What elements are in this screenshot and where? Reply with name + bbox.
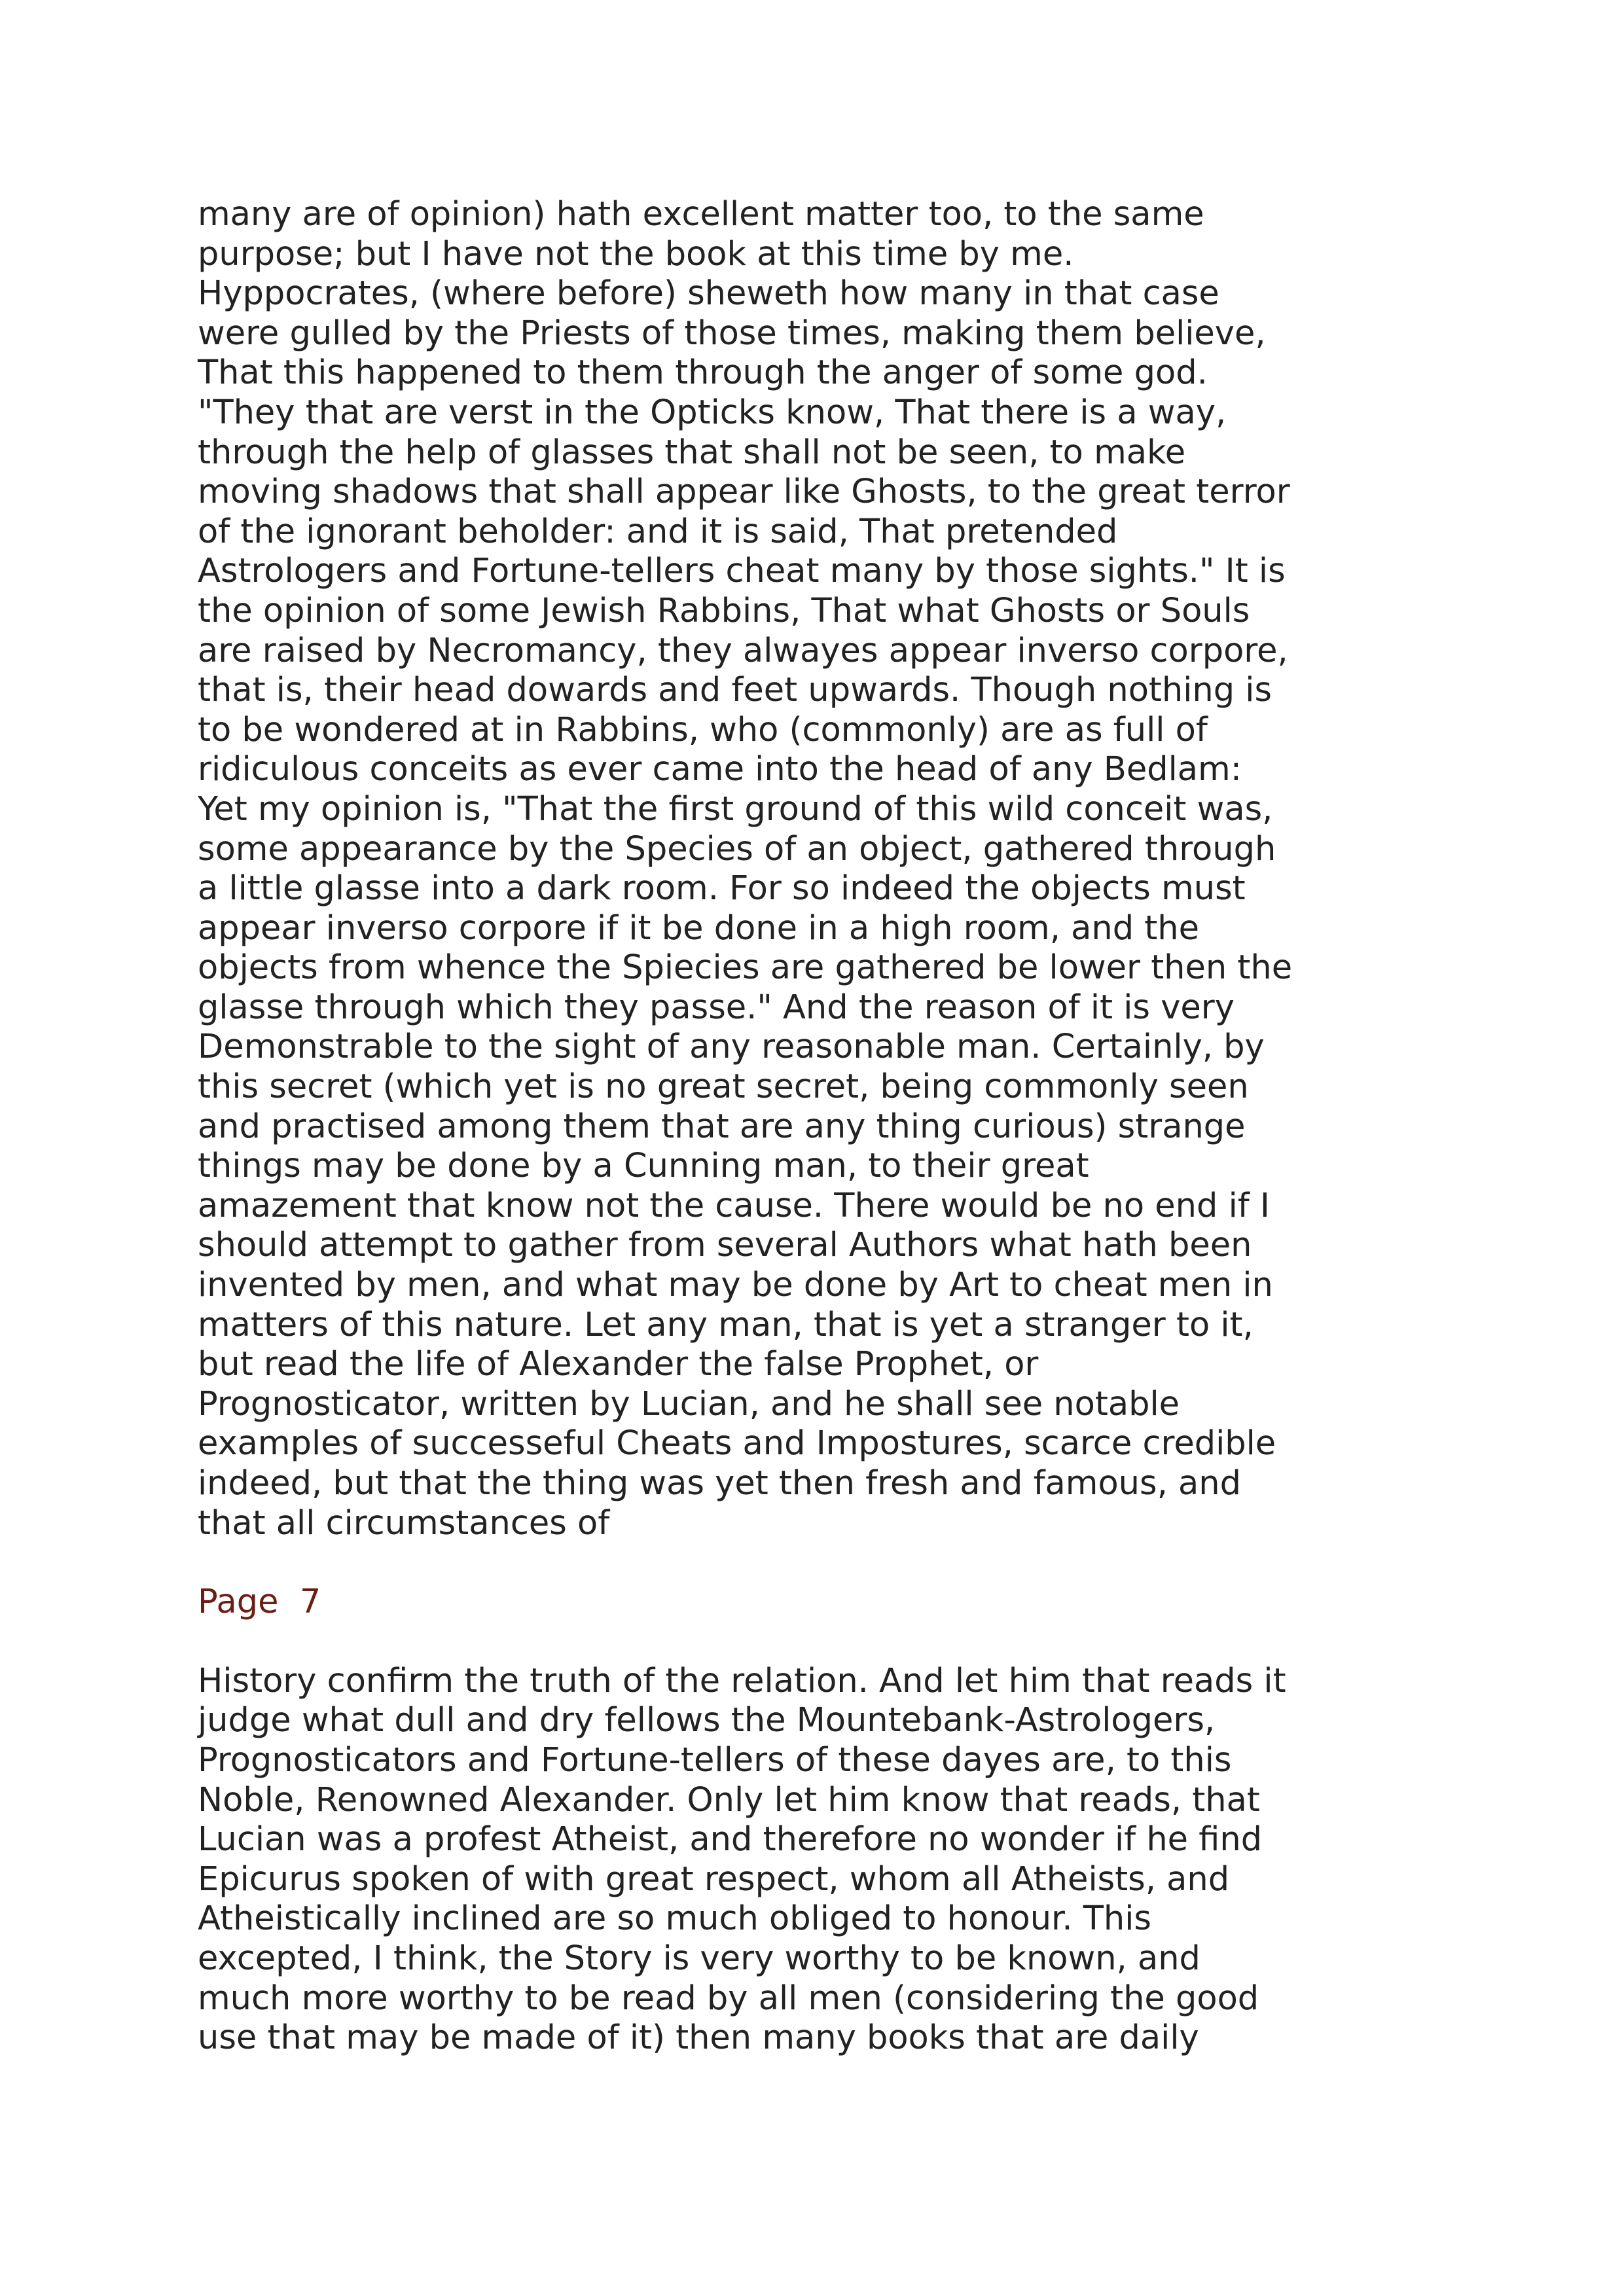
text-line: to be wondered at in Rabbins, who (commonly) are as full of — [198, 710, 1208, 749]
text-block-top — [198, 195, 1494, 1543]
text-line: Atheistically inclined are so much obliged to honour. This — [198, 1899, 1151, 1939]
text-line: Demonstrable to the sight of any reasonable man. Certainly, by — [198, 1028, 1265, 1067]
text-line: appear inverso corpore if it be done in a high room, and the — [198, 908, 1199, 948]
text-line: and practised among them that are any thing curious) strange — [198, 1107, 1246, 1146]
text-line: invented by men, and what may be done by Art to cheat men in — [198, 1266, 1273, 1305]
text-line: but read the life of Alexander the false Prophet, or — [198, 1345, 1039, 1384]
text-line: matters of this nature. Let any man, that is yet a stranger to it, — [198, 1305, 1254, 1344]
text-line: of the ignorant beholder: and it is said, That pretended — [198, 512, 1118, 551]
text-line: a little glasse into a dark room. For so indeed the objects must — [198, 869, 1246, 908]
text-line: are raised by Necromancy, they alwayes appear inverso corpore, — [198, 631, 1288, 670]
text-line: judge what dull and dry fellows the Mountebank-Astrologers, — [198, 1701, 1216, 1740]
page-number-label: Page 7 — [198, 1583, 321, 1622]
text-line: this secret (which yet is no great secret, being commonly seen — [198, 1067, 1249, 1107]
text-block-bottom — [198, 1662, 1494, 2058]
text-line: were gulled by the Priests of those times, making them believe, — [198, 314, 1266, 353]
text-line: Prognosticator, written by Lucian, and he shall see notable — [198, 1384, 1180, 1424]
text-line: Hyppocrates, (where before) sheweth how many in that case — [198, 274, 1219, 314]
text-line: purpose; but I have not the book at this time by me. — [198, 234, 1074, 274]
text-line: some appearance by the Species of an object, gathered through — [198, 829, 1276, 869]
text-line: indeed, but that the thing was yet then fresh and famous, and — [198, 1464, 1241, 1503]
text-line: that is, their head dowards and feet upwards. Though nothing is — [198, 671, 1272, 710]
text-line: that all circumstances of — [198, 1503, 610, 1543]
text-line: Yet my opinion is, "That the first ground of this wild conceit was, — [198, 789, 1273, 829]
text-line: ridiculous conceits as ever came into the head of any Bedlam: — [198, 750, 1242, 789]
text-line: examples of successeful Cheats and Impostures, scarce credible — [198, 1424, 1276, 1463]
text-line: amazement that know not the cause. There would be no end if I — [198, 1186, 1270, 1225]
text-line: glasse through which they passe." And the reason of it is very — [198, 988, 1235, 1027]
text-line: Epicurus spoken of with great respect, whom all Atheists, and — [198, 1859, 1230, 1899]
text-line: Lucian was a profest Atheist, and therefore no wonder if he find — [198, 1820, 1263, 1859]
text-line: History confirm the truth of the relation. And let him that reads it — [198, 1661, 1286, 1700]
text-line: "They that are verst in the Opticks know, That there is a way, — [198, 393, 1227, 432]
text-line: That this happened to them through the anger of some god. — [198, 353, 1208, 393]
text-line: things may be done by a Cunning man, to their great — [198, 1147, 1089, 1186]
text-line: through the help of glasses that shall not be seen, to make — [198, 433, 1186, 472]
text-line: should attempt to gather from several Authors what hath been — [198, 1226, 1252, 1265]
text-line: many are of opinion) hath excellent matter too, to the same — [198, 195, 1204, 234]
text-line: much more worthy to be read by all men (considering the good — [198, 1979, 1259, 2018]
text-line: moving shadows that shall appear like Ghosts, to the great terror — [198, 473, 1290, 512]
document-page — [198, 195, 1494, 2058]
text-line: the opinion of some Jewish Rabbins, That what Ghosts or Souls — [198, 591, 1250, 630]
text-line: Prognosticators and Fortune-tellers of these dayes are, to this — [198, 1740, 1232, 1780]
text-line: excepted, I think, the Story is very worthy to be known, and — [198, 1939, 1200, 1978]
text-line: Noble, Renowned Alexander. Only let him know that reads, that — [198, 1780, 1260, 1820]
text-line: objects from whence the Spiecies are gathered be lower then the — [198, 948, 1293, 988]
text-line: use that may be made of it) then many books that are daily — [198, 2018, 1199, 2058]
text-line: Astrologers and Fortune-tellers cheat many by those sights." It is — [198, 552, 1286, 591]
